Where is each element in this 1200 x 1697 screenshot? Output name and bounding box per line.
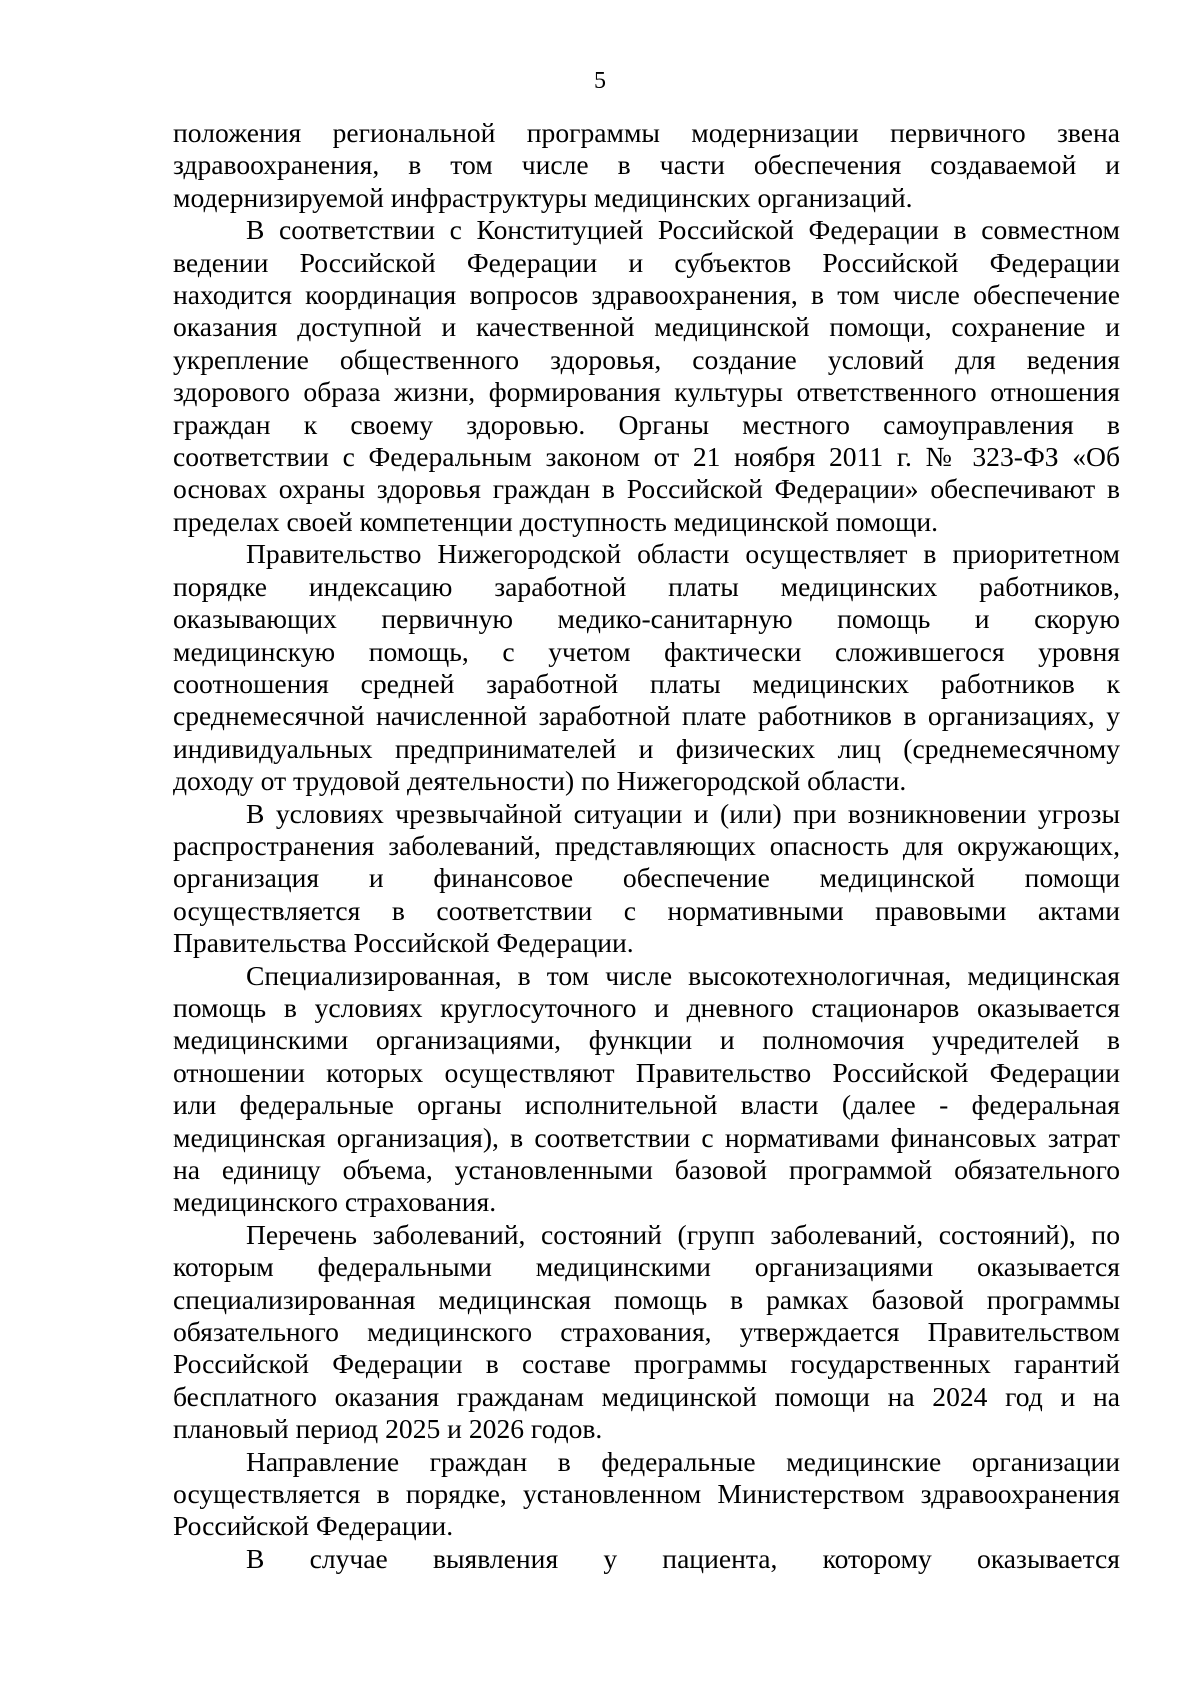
text-line: медицинскую помощь, с учетом фактически сложившегося уровня <box>173 635 1120 667</box>
text-line: помощь в условиях круглосуточного и дневного стационаров оказывается <box>173 991 1120 1023</box>
paragraph <box>173 1219 1120 1446</box>
text-line: здравоохранения, в том числе в части обеспечения создаваемой и <box>173 149 1120 181</box>
text-line: медицинская организация), в соответствии с нормативами финансовых затрат <box>173 1121 1120 1153</box>
document-body <box>173 117 1120 1575</box>
paragraph <box>173 117 1120 214</box>
text-line: находится координация вопросов здравоохранения, в том числе обеспечение <box>173 279 1120 311</box>
text-line: пределах своей компетенции доступность медицинской помощи. <box>173 505 939 537</box>
text-line: основах охраны здоровья граждан в Российской Федерации» обеспечивают в <box>173 473 1120 505</box>
text-line: ведении Российской Федерации и субъектов Российской Федерации <box>173 246 1120 278</box>
text-line: оказывающих первичную медико-санитарную помощь и скорую <box>173 603 1120 635</box>
text-line: медицинскими организациями, функции и полномочия учредителей в <box>173 1024 1120 1056</box>
text-line: доходу от трудовой деятельности) по Нижегородской области. <box>173 765 907 797</box>
text-line: Специализированная, в том числе высокотехнологичная, медицинская <box>246 959 1120 991</box>
text-line: модернизируемой инфраструктуры медицинских организаций. <box>173 181 913 213</box>
text-line: оказания доступной и качественной медицинской помощи, сохранение и <box>173 311 1120 343</box>
text-line: плановый период 2025 и 2026 годов. <box>173 1413 603 1445</box>
text-line: распространения заболеваний, представляющих опасность для окружающих, <box>173 829 1120 861</box>
paragraph <box>173 1446 1120 1543</box>
text-line: Российской Федерации. <box>173 1510 454 1542</box>
paragraph <box>173 1543 1120 1575</box>
text-line: индивидуальных предпринимателей и физических лиц (среднемесячному <box>173 732 1120 764</box>
text-line: Правительство Нижегородской области осуществляет в приоритетном <box>246 538 1120 570</box>
text-line: Направление граждан в федеральные медицинские организации <box>246 1445 1120 1477</box>
text-line: Российской Федерации в составе программы государственных гарантий <box>173 1348 1120 1380</box>
paragraph <box>173 798 1120 960</box>
text-line: медицинского страхования. <box>173 1186 497 1218</box>
text-line: Перечень заболеваний, состояний (групп заболеваний, состояний), по <box>246 1218 1120 1250</box>
text-line: граждан к своему здоровью. Органы местного самоуправления в <box>173 408 1120 440</box>
paragraph <box>173 214 1120 538</box>
text-line: отношении которых осуществляют Правительство Российской Федерации <box>173 1056 1120 1088</box>
text-line: порядке индексацию заработной платы медицинских работников, <box>173 570 1120 602</box>
text-line: которым федеральными медицинскими организациями оказывается <box>173 1251 1120 1283</box>
page-number: 5 <box>594 68 606 94</box>
text-line: на единицу объема, установленными базовой программой обязательного <box>173 1154 1120 1185</box>
text-line: В соответствии с Конституцией Российской Федерации в совместном <box>246 214 1120 246</box>
text-line: осуществляется в соответствии с нормативными правовыми актами <box>173 894 1120 926</box>
text-line: В случае выявления у пациента, которому оказывается <box>246 1542 1120 1574</box>
text-line: укрепление общественного здоровья, создание условий для ведения <box>173 343 1120 375</box>
text-line: обязательного медицинского страхования, утверждается Правительством <box>173 1316 1120 1348</box>
text-line: среднемесячной начисленной заработной плате работников в организациях, у <box>173 700 1120 732</box>
text-line: соотношения средней заработной платы медицинских работников к <box>173 667 1120 699</box>
text-line: соответствии с Федеральным законом от 21 ноября 2011 г. № 323-ФЗ «Об <box>173 441 1120 473</box>
text-line: или федеральные органы исполнительной власти (далее - федеральная <box>173 1089 1120 1121</box>
text-line: Правительства Российской Федерации. <box>173 927 634 959</box>
text-line: В условиях чрезвычайной ситуации и (или) при возникновении угрозы <box>246 797 1120 829</box>
text-line: здорового образа жизни, формирования культуры ответственного отношения <box>173 376 1120 408</box>
paragraph <box>173 960 1120 1219</box>
text-line: положения региональной программы модернизации первичного звена <box>173 117 1120 148</box>
text-line: организация и финансовое обеспечение медицинской помощи <box>173 862 1120 894</box>
text-line: бесплатного оказания гражданам медицинской помощи на 2024 год и на <box>173 1380 1120 1412</box>
text-line: специализированная медицинская помощь в рамках базовой программы <box>173 1283 1120 1315</box>
paragraph <box>173 538 1120 797</box>
text-line: осуществляется в порядке, установленном Министерством здравоохранения <box>173 1478 1120 1510</box>
